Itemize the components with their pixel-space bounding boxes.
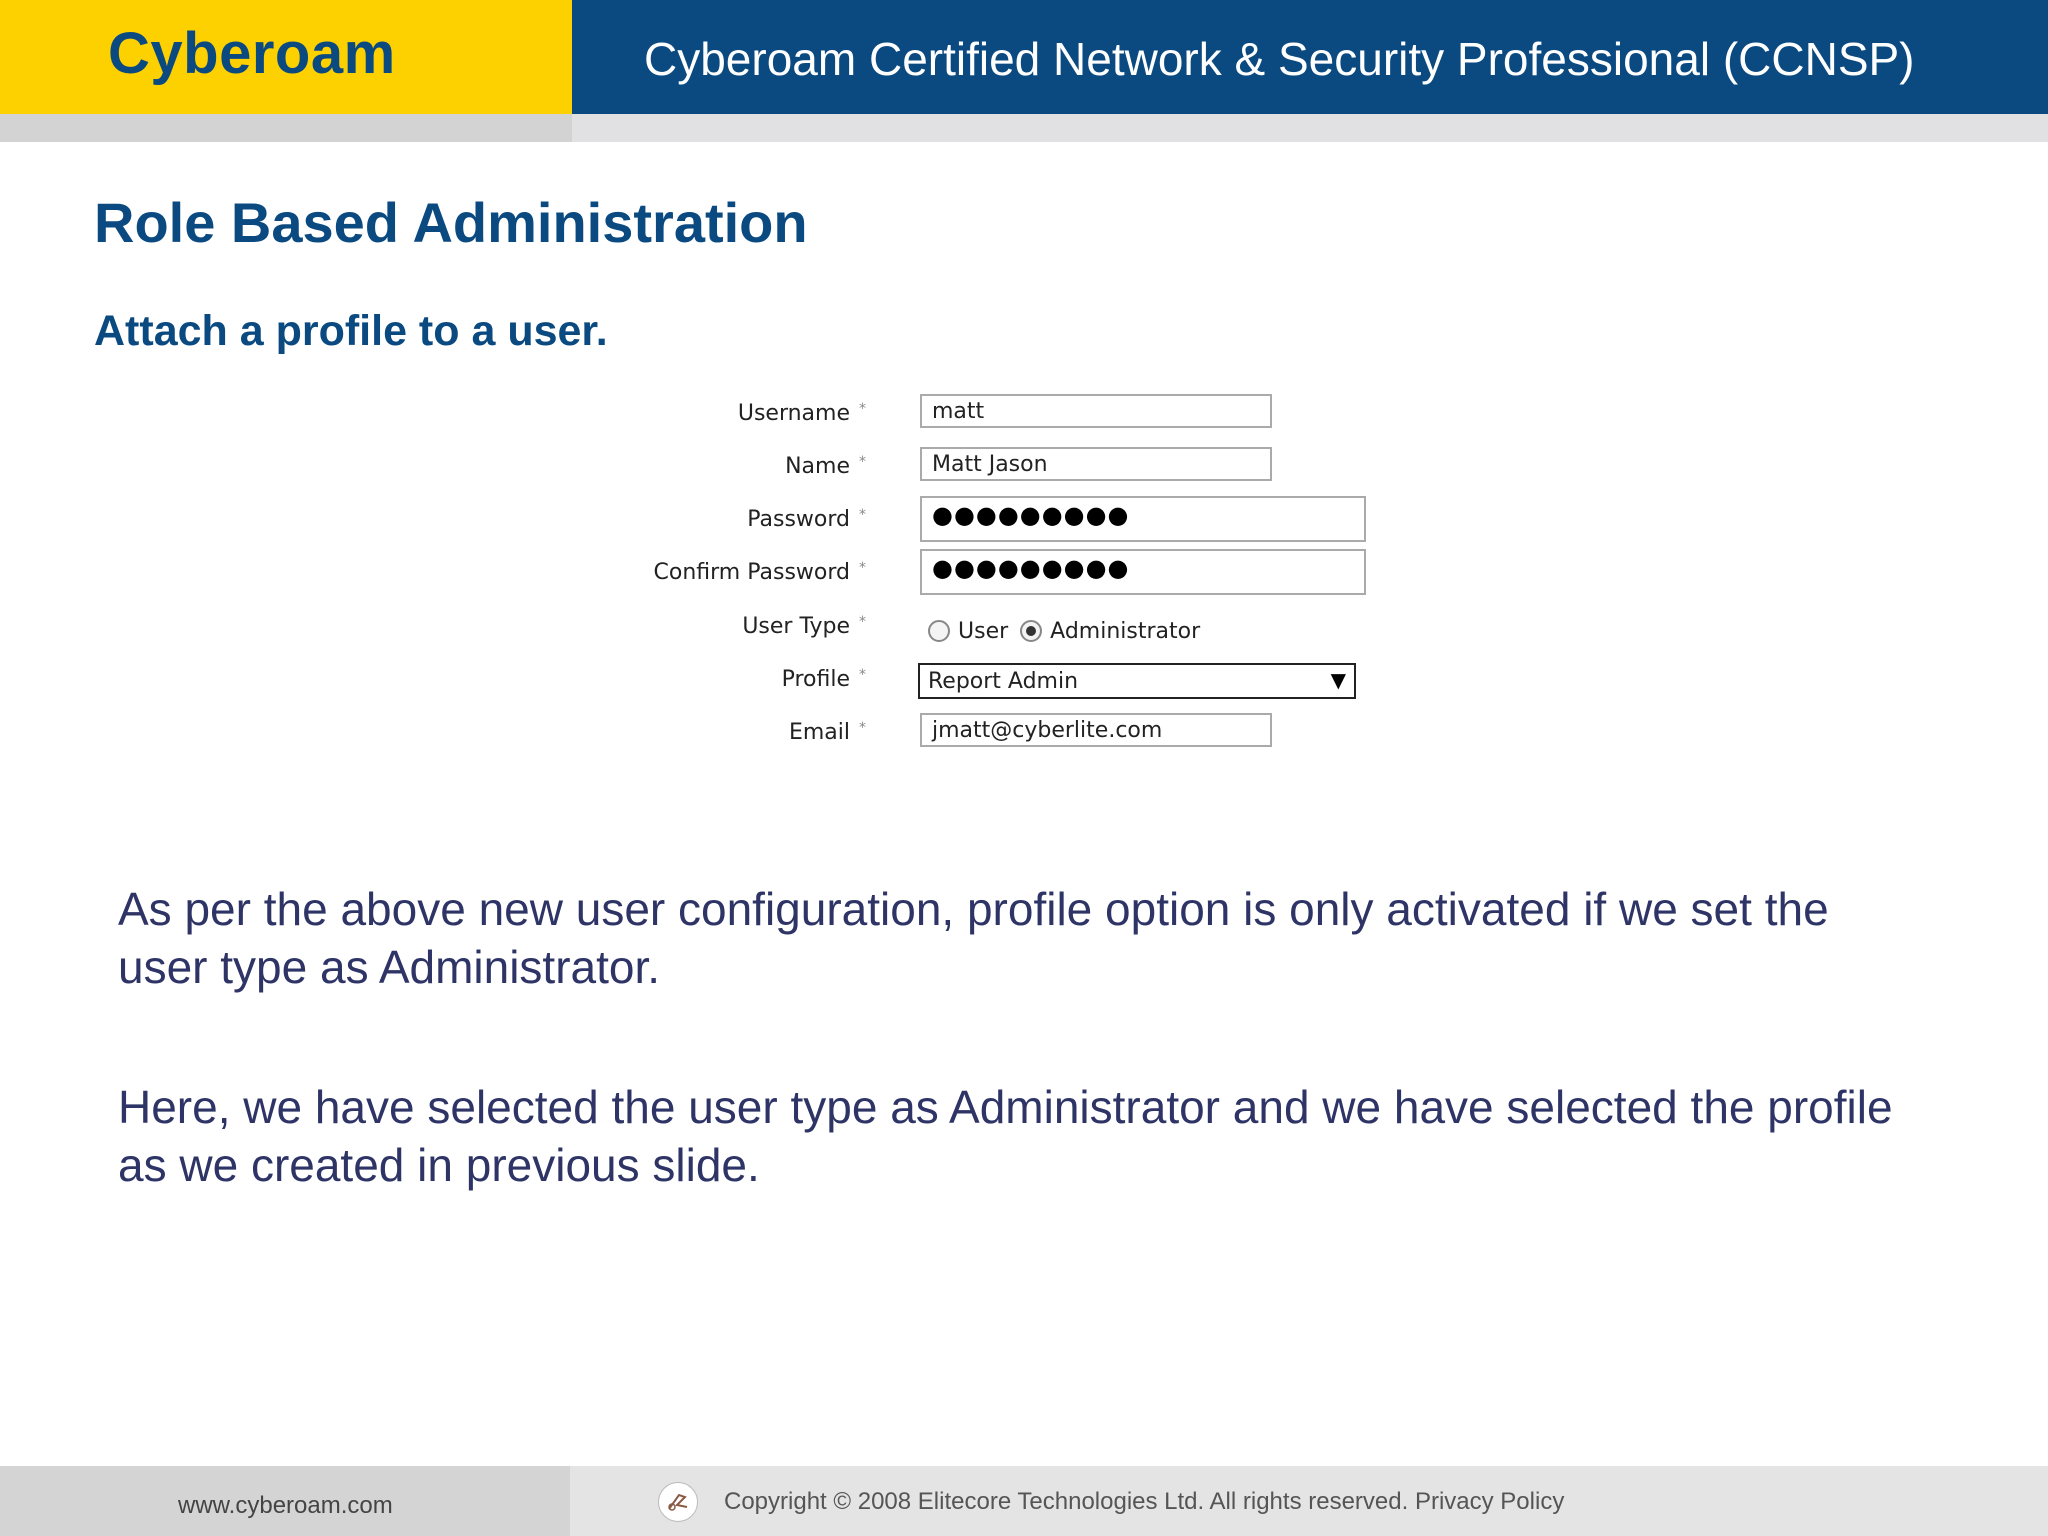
brand-bar-shadow <box>0 114 572 142</box>
user-form <box>640 384 1380 774</box>
username-input[interactable]: matt <box>920 394 1272 428</box>
chevron-down-icon[interactable]: ▼ <box>1330 668 1346 692</box>
footer-copyright: Copyright © 2008 Elitecore Technologies Ltd. All rights reserved. Privacy Policy <box>724 1488 1565 1515</box>
username-label: Username * <box>737 401 866 426</box>
confirm-password-label: Confirm Password * <box>653 560 866 585</box>
page-title: Role Based Administration <box>94 191 808 254</box>
footer-website-link[interactable]: www.cyberoam.com <box>178 1492 393 1519</box>
password-label: Password * <box>747 507 866 532</box>
user-type-user-label: User <box>958 618 1009 644</box>
required-marker: * <box>859 560 866 576</box>
name-input[interactable]: Matt Jason <box>920 447 1272 481</box>
required-marker: * <box>859 454 866 470</box>
profile-selected-value: Report Admin <box>928 669 1079 694</box>
required-marker: * <box>859 667 866 683</box>
required-marker: * <box>859 401 866 417</box>
course-title: Cyberoam Certified Network & Security Professional (CCNSP) <box>644 33 1915 85</box>
profile-label: Profile * <box>781 667 866 692</box>
user-type-label: User Type * <box>742 614 866 639</box>
name-label: Name * <box>785 454 866 479</box>
explanation-paragraph-1: As per the above new user configuration, profile option is only activated if we set the user type as Administrator. <box>118 883 1829 993</box>
brand-logo-text: Cyberoam <box>108 21 396 86</box>
user-type-administrator-radio[interactable] <box>1020 620 1042 642</box>
user-type-administrator-label: Administrator <box>1050 618 1201 644</box>
title-bar-shadow <box>572 114 2048 142</box>
email-label: Email * <box>788 720 866 745</box>
confirm-password-input[interactable]: ●●●●●●●●● <box>920 549 1366 595</box>
slide-subtitle: Attach a profile to a user. <box>94 307 608 355</box>
user-type-radio-group <box>928 614 1212 648</box>
user-type-user-radio[interactable] <box>928 620 950 642</box>
password-input[interactable]: ●●●●●●●●● <box>920 496 1366 542</box>
required-marker: * <box>859 507 866 523</box>
profile-select[interactable] <box>918 663 1356 699</box>
required-marker: * <box>859 614 866 630</box>
email-input[interactable]: jmatt@cyberlite.com <box>920 713 1272 747</box>
required-marker: * <box>859 720 866 736</box>
elitecore-logo-icon <box>658 1482 698 1522</box>
explanation-paragraph-2: Here, we have selected the user type as Administrator and we have selected the profile as we created in previous slide. <box>118 1081 1893 1191</box>
